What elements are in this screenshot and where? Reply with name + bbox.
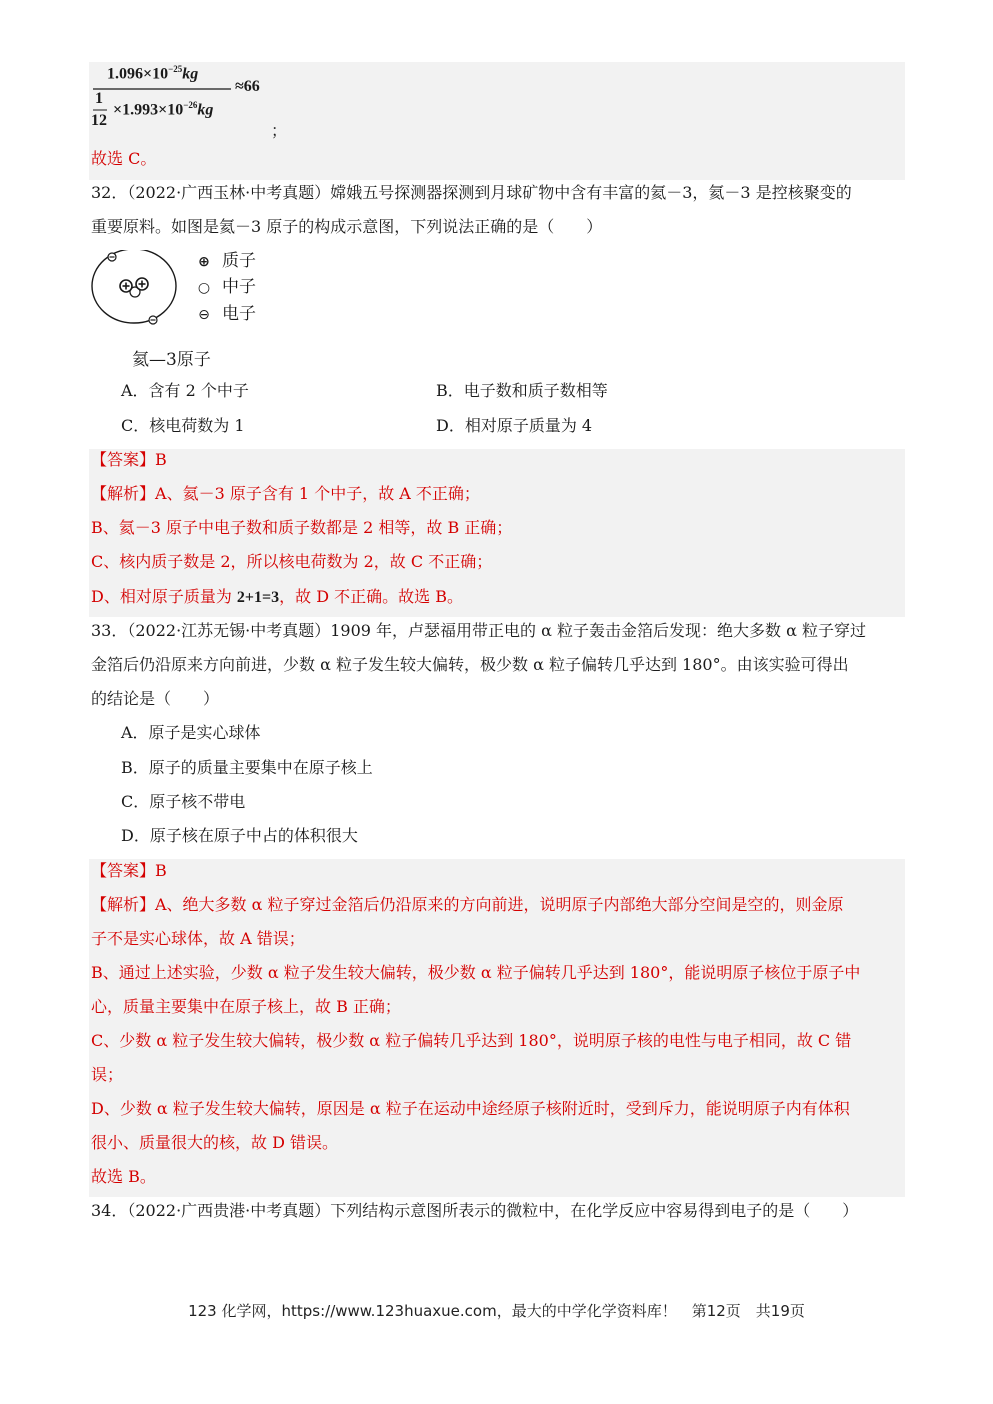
formula-approx: ≈66 <box>235 78 260 95</box>
q34-stem: 34．（2022·广西贵港·中考真题）下列结构示意图所表示的微粒中，在化学反应中容易得到电子的是（ ） <box>91 1201 859 1220</box>
q32-stem-line1: 32．（2022·广西玉林·中考真题）嫦娥五号探测器探测到月球矿物中含有丰富的氦－3，氦－3 是控核聚变的 <box>91 183 852 202</box>
q32-stem-line2: 重要原料。如图是氦－3 原子的构成示意图，下列说法正确的是（ ） <box>91 217 603 236</box>
q33-stem-line2: 金箔后仍沿原来方向前进，少数 α 粒子发生较大偏转，极少数 α 粒子偏转几乎达到 180°。由该实验可得出 <box>91 655 849 674</box>
q31-analysis-block <box>89 62 905 180</box>
formula-den-one: 1 <box>95 90 103 107</box>
q33-option-a: A．原子是实心球体 <box>121 723 261 742</box>
q33-stem-line3: 的结论是（ ） <box>91 689 220 708</box>
q33-analysis-c2: 误； <box>91 1065 124 1084</box>
q33-analysis-d2: 很小、质量很大的核，故 D 错误。 <box>91 1133 339 1152</box>
formula-denominator: $\times 1.993\times 10^{-26}kg$ <box>113 100 214 119</box>
q32-option-a: A．含有 2 个中子 <box>121 381 249 400</box>
page-footer: 123 化学网，https://www.123huaxue.com，最大的中学化学资料库！ 第12页 共19页 <box>188 1302 805 1320</box>
q31-conclusion: 故选 C。 <box>91 149 157 168</box>
q32-analysis-a: 【解析】A、氦－3 原子含有 1 个中子，故 A 不正确； <box>91 484 480 503</box>
q33-analysis-d1: D、少数 α 粒子发生较大偏转，原因是 α 粒子在运动中途经原子核附近时，受到斥力，能说明原子内有体积 <box>91 1099 850 1118</box>
q33-answer: 【答案】B <box>91 861 167 880</box>
formula-den-twelve: 12 <box>91 112 107 129</box>
figure-caption: 氦—3原子 <box>132 350 211 370</box>
q32-analysis-d: D、相对原子质量为 2+1=3，故 D 不正确。故选 B。 <box>91 587 464 606</box>
fraction-bar <box>93 88 233 90</box>
q33-analysis-b2: 心，质量主要集中在原子核上，故 B 正确； <box>91 997 401 1016</box>
q32-option-d: D．相对原子质量为 4 <box>436 416 593 435</box>
small-fraction-bar <box>93 109 109 111</box>
q32-option-c: C．核电荷数为 1 <box>121 416 245 435</box>
q33-option-c: C．原子核不带电 <box>121 792 246 811</box>
q33-option-b: B．原子的质量主要集中在原子核上 <box>121 758 373 777</box>
q33-analysis-c1: C、少数 α 粒子发生较大偏转，极少数 α 粒子偏转几乎达到 180°，说明原子核的电性与电子相同，故 C 错 <box>91 1031 852 1050</box>
formula-numerator: $1.096\times 10^{-25}kg$ <box>107 64 199 83</box>
q33-stem-line1: 33．（2022·江苏无锡·中考真题）1909 年，卢瑟福用带正电的 α 粒子轰击金箔后发现：绝大多数 α 粒子穿过 <box>91 621 867 640</box>
legend-electron: ⊖ 电子 <box>196 304 256 325</box>
electron-icon: ⊖ <box>198 307 210 323</box>
q33-option-d: D．原子核在原子中占的体积很大 <box>121 826 358 845</box>
q32-answer: 【答案】B <box>91 450 167 469</box>
q33-conclusion: 故选 B。 <box>91 1167 156 1186</box>
formula-semicolon: ； <box>271 123 288 140</box>
helium-3-atom-diagram <box>89 250 189 330</box>
q33-analysis-a1: 【解析】A、绝大多数 α 粒子穿过金箔后仍沿原来的方向前进，说明原子内部绝大部分空间是空的，则金原 <box>91 895 844 914</box>
q32-analysis-c: C、核内质子数是 2，所以核电荷数为 2，故 C 不正确； <box>91 552 493 571</box>
legend-proton: ⊕ 质子 <box>196 251 256 272</box>
q32-analysis-b: B、氦－3 原子中电子数和质子数都是 2 相等，故 B 正确； <box>91 518 513 537</box>
neutron-icon: ○ <box>197 280 211 296</box>
proton-icon: ⊕ <box>198 254 210 270</box>
mass-formula: 2+1=3 <box>236 589 280 606</box>
q32-option-b: B．电子数和质子数相等 <box>436 381 608 400</box>
q33-analysis-a2: 子不是实心球体，故 A 错误； <box>91 929 305 948</box>
q33-analysis-b1: B、通过上述实验，少数 α 粒子发生较大偏转，极少数 α 粒子偏转几乎达到 180°，能说明原子核位于原子中 <box>91 963 861 982</box>
legend-neutron: ○ 中子 <box>197 277 256 297</box>
